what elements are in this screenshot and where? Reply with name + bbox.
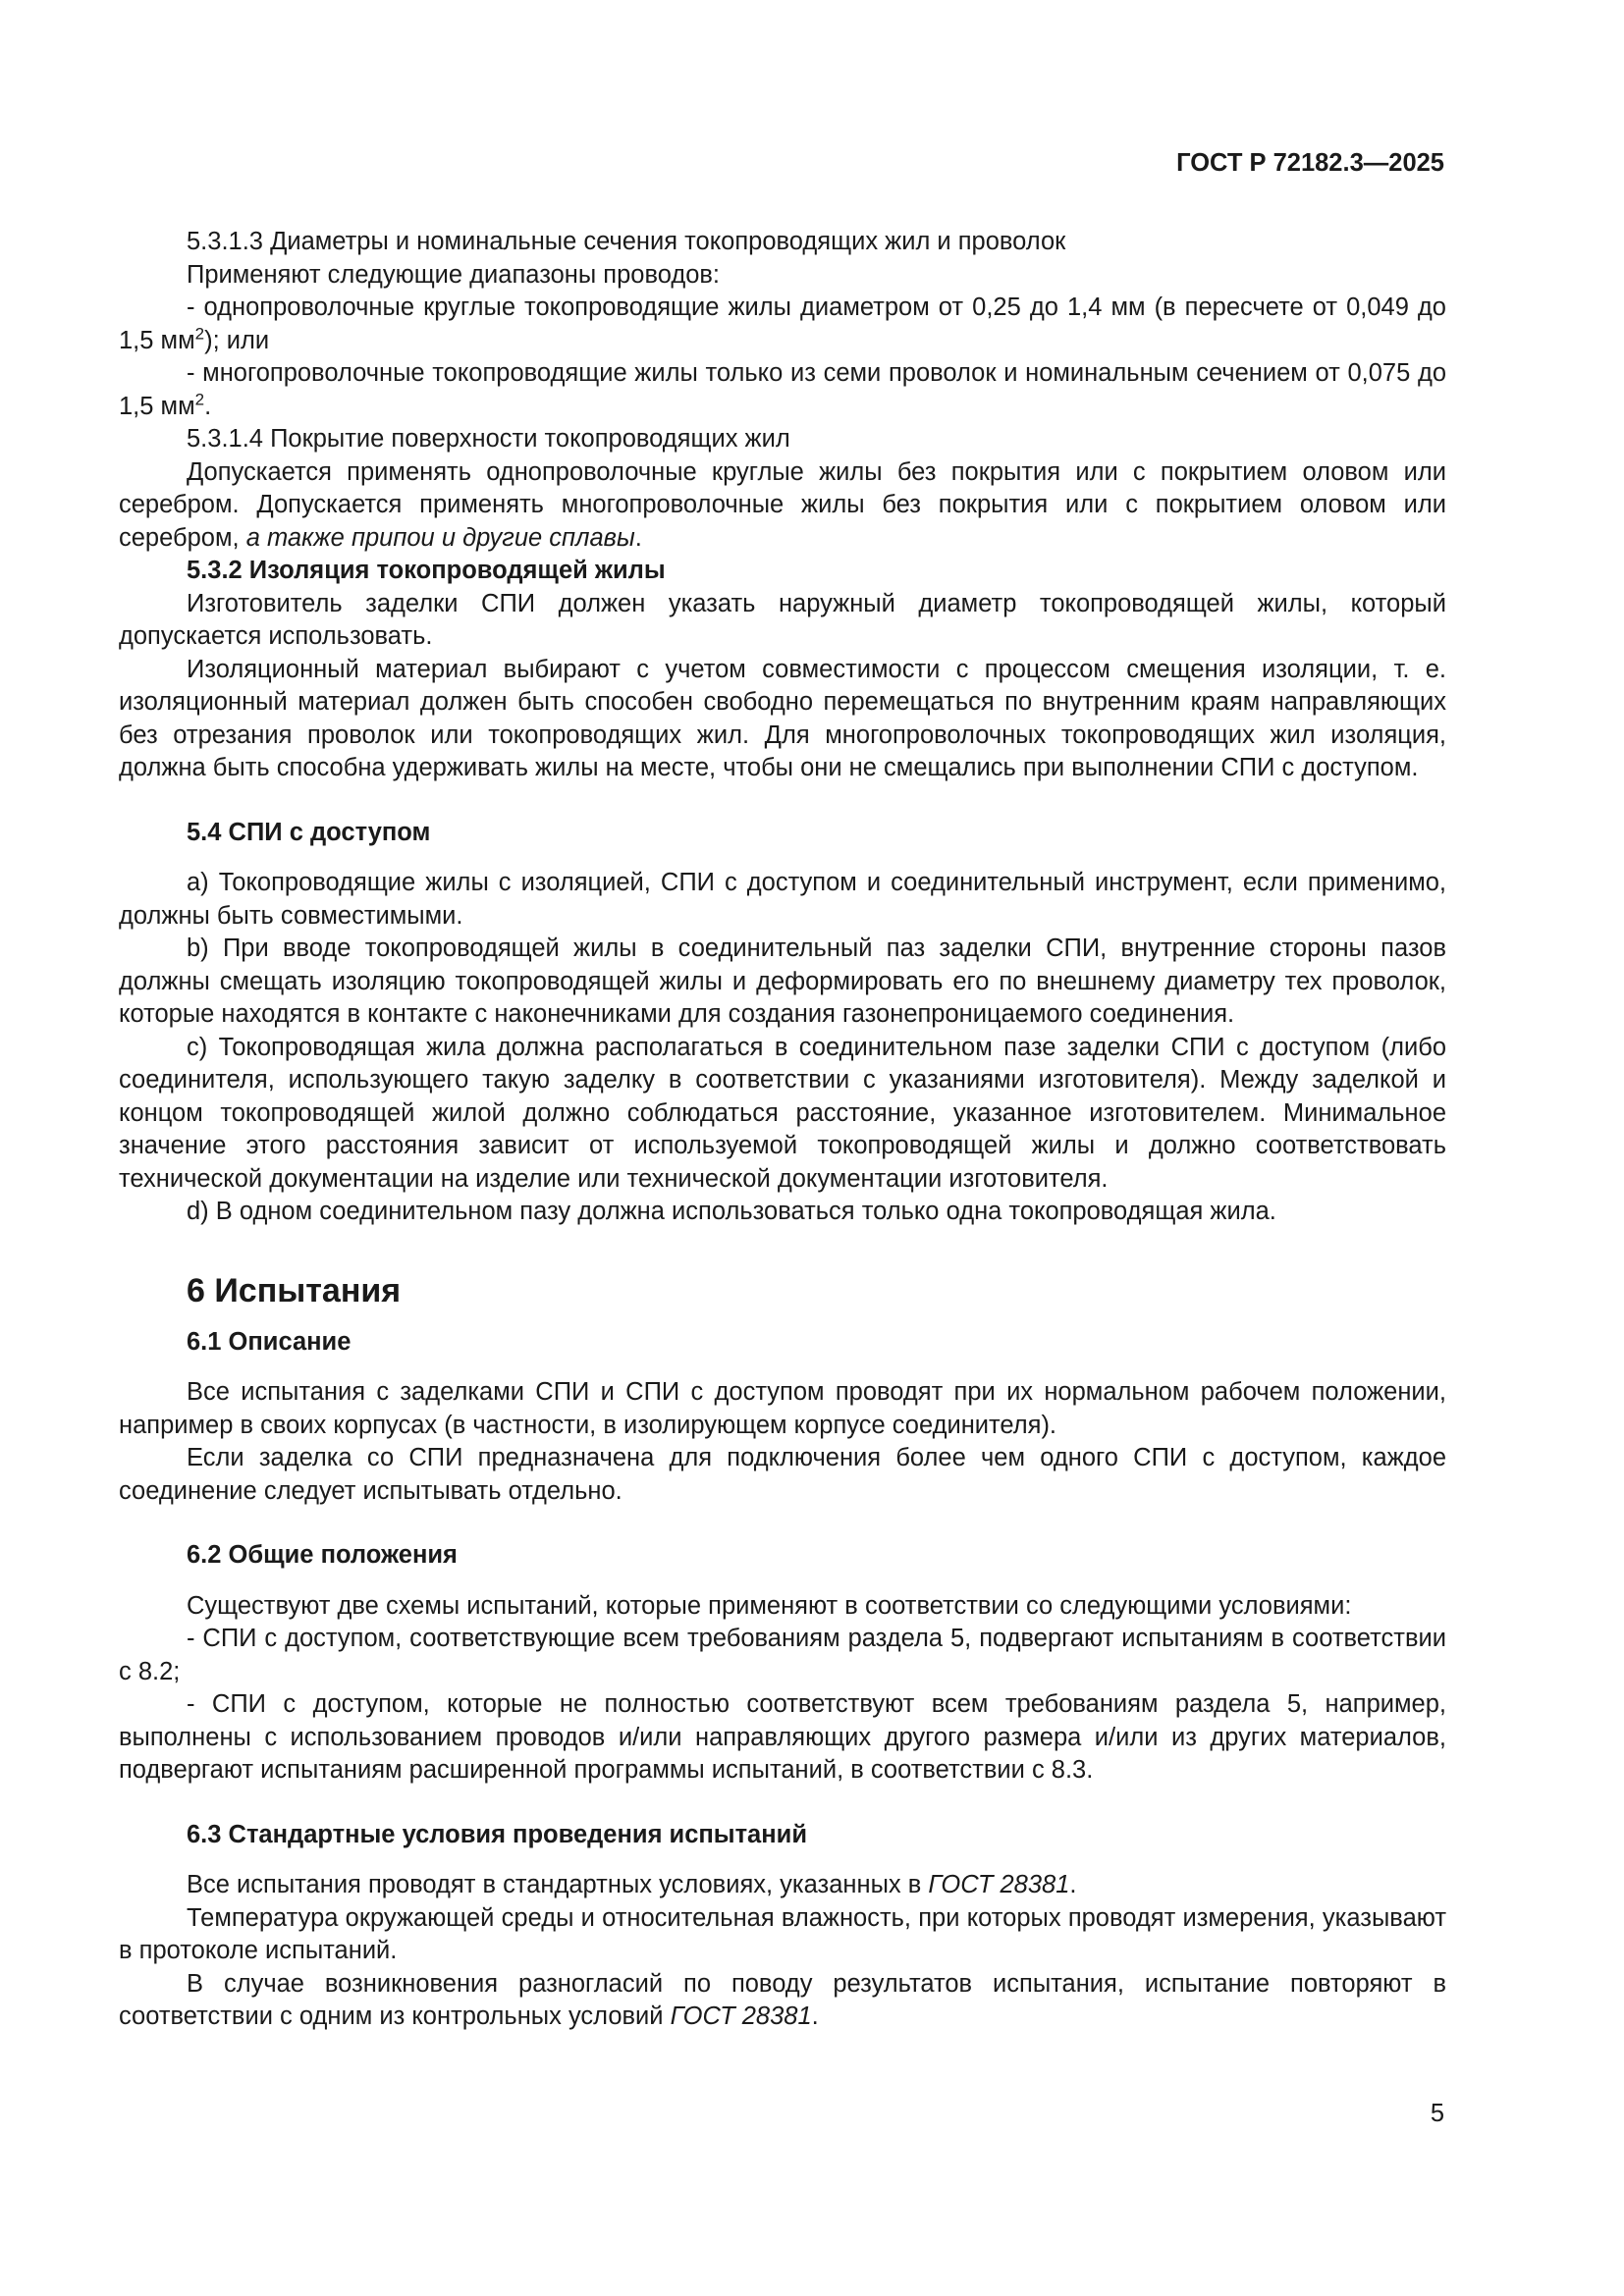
heading-6-1: 6.1 Описание (187, 1327, 352, 1356)
list-item: - многопроволочные токопроводящие жилы только из семи проволок и номинальным сечением от 0,075 до 1,5 $мм^2$. (119, 359, 1446, 420)
list-item: d) В одном соединительном пазу должна использоваться только одна токопроводящая жила. (187, 1198, 1276, 1225)
heading-6: 6 Испытания (187, 1271, 402, 1309)
paragraph: Допускается применять однопроволочные круглые жилы без покрытия или с покрытием оловом или серебром. Допускается применять многопроволочные жилы без покрытия или с покрытием оловом или серебром, а также припои и другие сплавы. (119, 457, 1446, 552)
paragraph: Применяют следующие диапазоны проводов: (187, 260, 721, 289)
list-item: c) Токопроводящая жила должна располагаться в соединительном пазе заделки СПИ с доступом (либо соединителя, использующего такую заделку в соответствии с указаниями изготовителя). Между заделкой и концом токопроводящей жилой должно соблюдаться расстояние, указанное изготовителем. Минимальное значение этого расстояния зависит от используемой токопроводящей жилы и должно соответствовать технической документации на изделие или технической документации изготовителя. (119, 1033, 1446, 1193)
paragraph: Изоляционный материал выбирают с учетом совместимости с процессом смещения изоляции, т. е. изоляционный материал должен быть способен свободно перемещаться по внутренним краям направляющих без отрезания проволок или токопроводящих жил. Для многопроволочных токопроводящих жил изоляция, должна быть способна удерживать жилы на месте, чтобы они не смещались при выполнении СПИ с доступом. (119, 655, 1446, 781)
standard-reference: ГОСТ 28381 (670, 2002, 812, 2030)
heading-6-2: 6.2 Общие положения (187, 1541, 458, 1569)
paragraph: Существуют две схемы испытаний, которые применяют в соответствии со следующими условиями: (187, 1591, 1352, 1620)
heading-5-3-1-4: 5.3.1.4 Покрытие поверхности токопроводящих жил (187, 425, 790, 453)
paragraph: Если заделка со СПИ предназначена для подключения более чем одного СПИ с доступом, каждое соединение следует испытывать отдельно. (119, 1444, 1446, 1505)
heading-6-3: 6.3 Стандартные условия проведения испытаний (187, 1820, 807, 1848)
list-item: - однопроволочные круглые токопроводящие жилы диаметром от 0,25 до 1,4 мм (в пересчете от 0,049 до 1,5 $мм^2$); или (119, 294, 1446, 354)
list-item: a) Токопроводящие жилы с изоляцией, СПИ с доступом и соединительный инструмент, если применимо, должны быть совместимыми. (119, 869, 1446, 930)
list-item: - СПИ с доступом, соответствующие всем требованиям раздела 5, подвергают испытаниям в соответствии с 8.2; (119, 1625, 1446, 1685)
list-item: - СПИ с доступом, которые не полностью соответствуют всем требованиям раздела 5, например, выполнены с использованием проводов и/или направляющих другого размера и/или из других материалов, подвергают испытаниям расширенной программы испытаний, в соответствии с 8.3. (119, 1690, 1446, 1784)
paragraph: Изготовитель заделки СПИ должен указать наружный диаметр токопроводящей жилы, который допускается использовать. (119, 589, 1446, 650)
heading-5-3-2: 5.3.2 Изоляция токопроводящей жилы (187, 557, 666, 584)
paragraph: Все испытания проводят в стандартных условиях, указанных в ГОСТ 28381. (187, 1871, 1077, 1898)
paragraph: Все испытания с заделками СПИ и СПИ с доступом проводят при их нормальном рабочем положении, например в своих корпусах (в частности, в изолирующем корпусе соединителя). (119, 1378, 1446, 1439)
page-number: 5 (1430, 2100, 1444, 2127)
heading-5-3-1-3: 5.3.1.3 Диаметры и номинальные сечения токопроводящих жил и проволок (187, 228, 1066, 255)
list-item: b) При вводе токопроводящей жилы в соединительный паз заделки СПИ, внутренние стороны пазов должны смещать изоляцию токопроводящей жилы и деформировать его по внешнему диаметру тех проволок, которые находятся в контакте с наконечниками для создания газонепроницаемого соединения. (119, 934, 1446, 1028)
page-content (119, 226, 1446, 2034)
paragraph: Температура окружающей среды и относительная влажность, при которых проводят измерения, указывают в протоколе испытаний. (119, 1903, 1446, 1964)
heading-5-4: 5.4 СПИ с доступом (187, 818, 431, 846)
standard-reference: ГОСТ 28381 (928, 1871, 1070, 1898)
document-code: ГОСТ Р 72182.3—2025 (1176, 149, 1444, 177)
paragraph: В случае возникновения разногласий по поводу результатов испытания, испытание повторяют в соответствии с одним из контрольных условий ГОСТ 28381. (119, 1969, 1446, 2030)
